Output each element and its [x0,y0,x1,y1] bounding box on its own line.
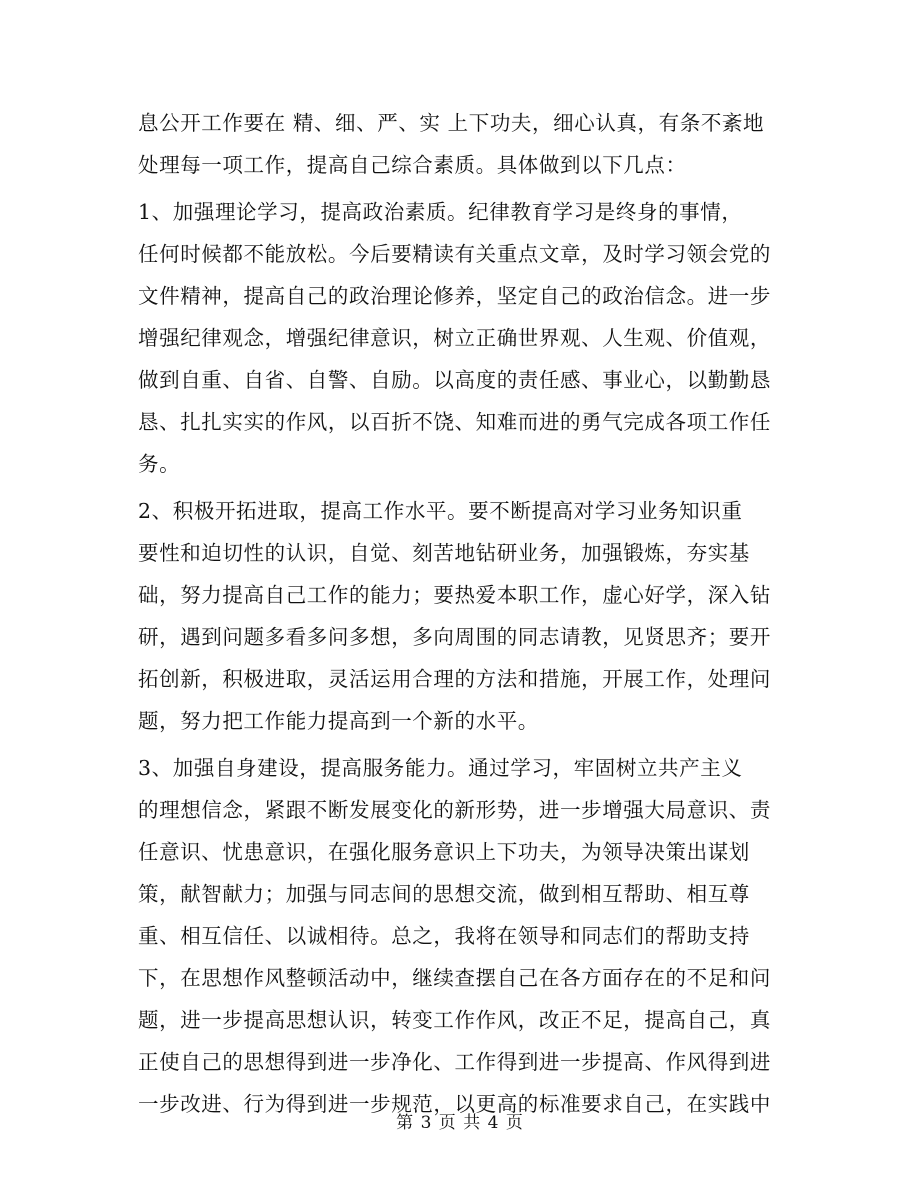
text-line: 任意识、忧患意识，在强化服务意识上下功夫，为领导决策出谋划 [138,840,750,864]
paragraph-intro [138,102,788,186]
text-line: 拓创新，积极进取，灵活运用合理的方法和措施，开展工作，处理问 [138,667,771,691]
text-line: 处理每一项工作，提高自己综合素质。具体做到以下几点： [138,153,687,177]
text-line: 息公开工作要在 精、细、严、实 上下功夫，细心认真，有条不紊地 [138,111,765,135]
text-line: 任何时候都不能放松。今后要精读有关重点文章，及时学习领会党的 [138,242,771,266]
text-line: 3、加强自身建设，提高服务能力。通过学习，牢固树立共产主义 [138,756,743,780]
text-line: 增强纪律观念，增强纪律意识，树立正确世界观、人生观、价值观， [138,326,771,350]
text-line: 下，在思想作风整顿活动中，继续查摆自己在各方面存在的不足和问 [138,966,771,990]
text-line: 恳、扎扎实实的作风，以百折不饶、知难而进的勇气完成各项工作任 [138,410,771,434]
text-line: 策，献智献力；加强与同志间的思想交流，做到相互帮助、相互尊 [138,882,750,906]
text-line: 的理想信念，紧跟不断发展变化的新形势，进一步增强大局意识、责 [138,798,771,822]
document-body [138,102,788,1125]
text-line: 务。 [138,452,181,476]
text-line: 一步改进、行为得到进一步规范，以更高的标准要求自己，在实践中 [138,1092,771,1116]
text-line: 题，努力把工作能力提高到一个新的水平。 [138,709,539,733]
text-line: 题，进一步提高思想认识，转变工作作风，改正不足，提高自己，真 [138,1008,771,1032]
text-line: 2、积极开拓进取，提高工作水平。要不断提高对学习业务知识重 [138,499,743,523]
text-line: 研，遇到问题多看多问多想，多向周围的同志请教，见贤思齐；要开 [138,625,771,649]
page-number-footer: 第 3 页 共 4 页 [396,1113,524,1133]
text-line: 文件精神，提高自己的政治理论修养，坚定自己的政治信念。进一步 [138,284,771,308]
text-line: 重、相互信任、以诚相待。总之，我将在领导和同志们的帮助支持 [138,924,750,948]
text-line: 要性和迫切性的认识，自觉、刻苦地钻研业务，加强锻炼，夯实基 [138,541,750,565]
text-line: 础，努力提高自己工作的能力；要热爱本职工作，虚心好学，深入钻 [138,583,771,607]
paragraph-point-2 [138,490,788,742]
paragraph-point-3 [138,747,788,1125]
text-line: 正使自己的思想得到进一步净化、工作得到进一步提高、作风得到进 [138,1050,771,1074]
text-line: 做到自重、自省、自警、自励。以高度的责任感、事业心，以勤勤恳 [138,368,771,392]
text-line: 1、加强理论学习，提高政治素质。纪律教育学习是终身的事情， [138,200,743,224]
paragraph-point-1 [138,191,788,485]
